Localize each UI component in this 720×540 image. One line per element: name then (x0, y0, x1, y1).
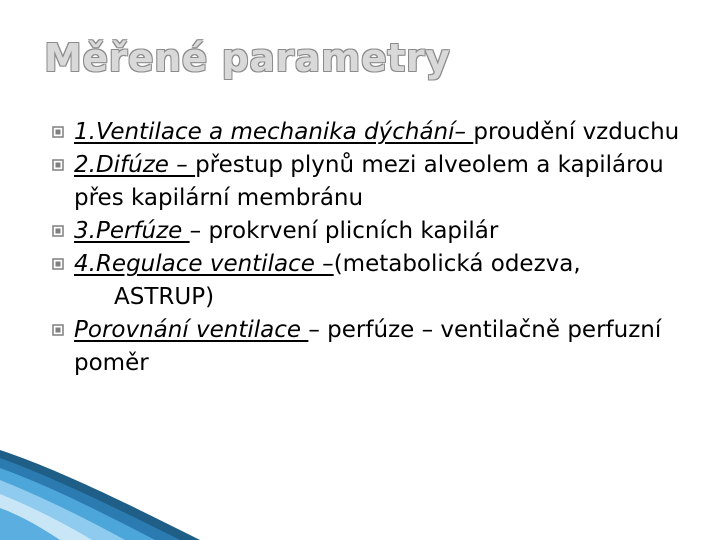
blue-wave-decoration (0, 450, 200, 540)
bullet-heading: Porovnání ventilace (74, 317, 309, 343)
bullet-heading: 1.Ventilace a mechanika dýchání– (74, 119, 474, 145)
bullet-text: – perfúze – ventilačně perfuzní poměr (74, 317, 662, 376)
bullet-text: – prokrvení plicních kapilár (189, 218, 499, 244)
bullet-item-perfusion (52, 215, 692, 248)
bullet-item-ventilation (52, 116, 692, 149)
hollow-square-bullet-icon (52, 126, 64, 138)
bullet-text: proudění vzduchu (473, 119, 680, 145)
bullet-text-continuation: ASTRUP) (114, 284, 215, 310)
bullet-heading: 2.Difúze – (74, 152, 196, 178)
bullet-heading: 3.Perfúze (74, 218, 190, 244)
bullet-list (52, 116, 692, 380)
bullet-text: (metabolická odezva, (333, 251, 581, 277)
bullet-text: přestup plynů mezi alveolem a kapilárou přes kapilární membránu (74, 152, 664, 211)
slide-title: Měřené parametry (44, 36, 451, 80)
hollow-square-bullet-icon (52, 324, 64, 336)
bullet-item-diffusion (52, 149, 692, 215)
bullet-heading: 4.Regulace ventilace – (74, 251, 334, 277)
bullet-item-regulation (52, 248, 692, 314)
hollow-square-bullet-icon (52, 159, 64, 171)
hollow-square-bullet-icon (52, 225, 64, 237)
bullet-item-comparison (52, 314, 692, 380)
hollow-square-bullet-icon (52, 258, 64, 270)
